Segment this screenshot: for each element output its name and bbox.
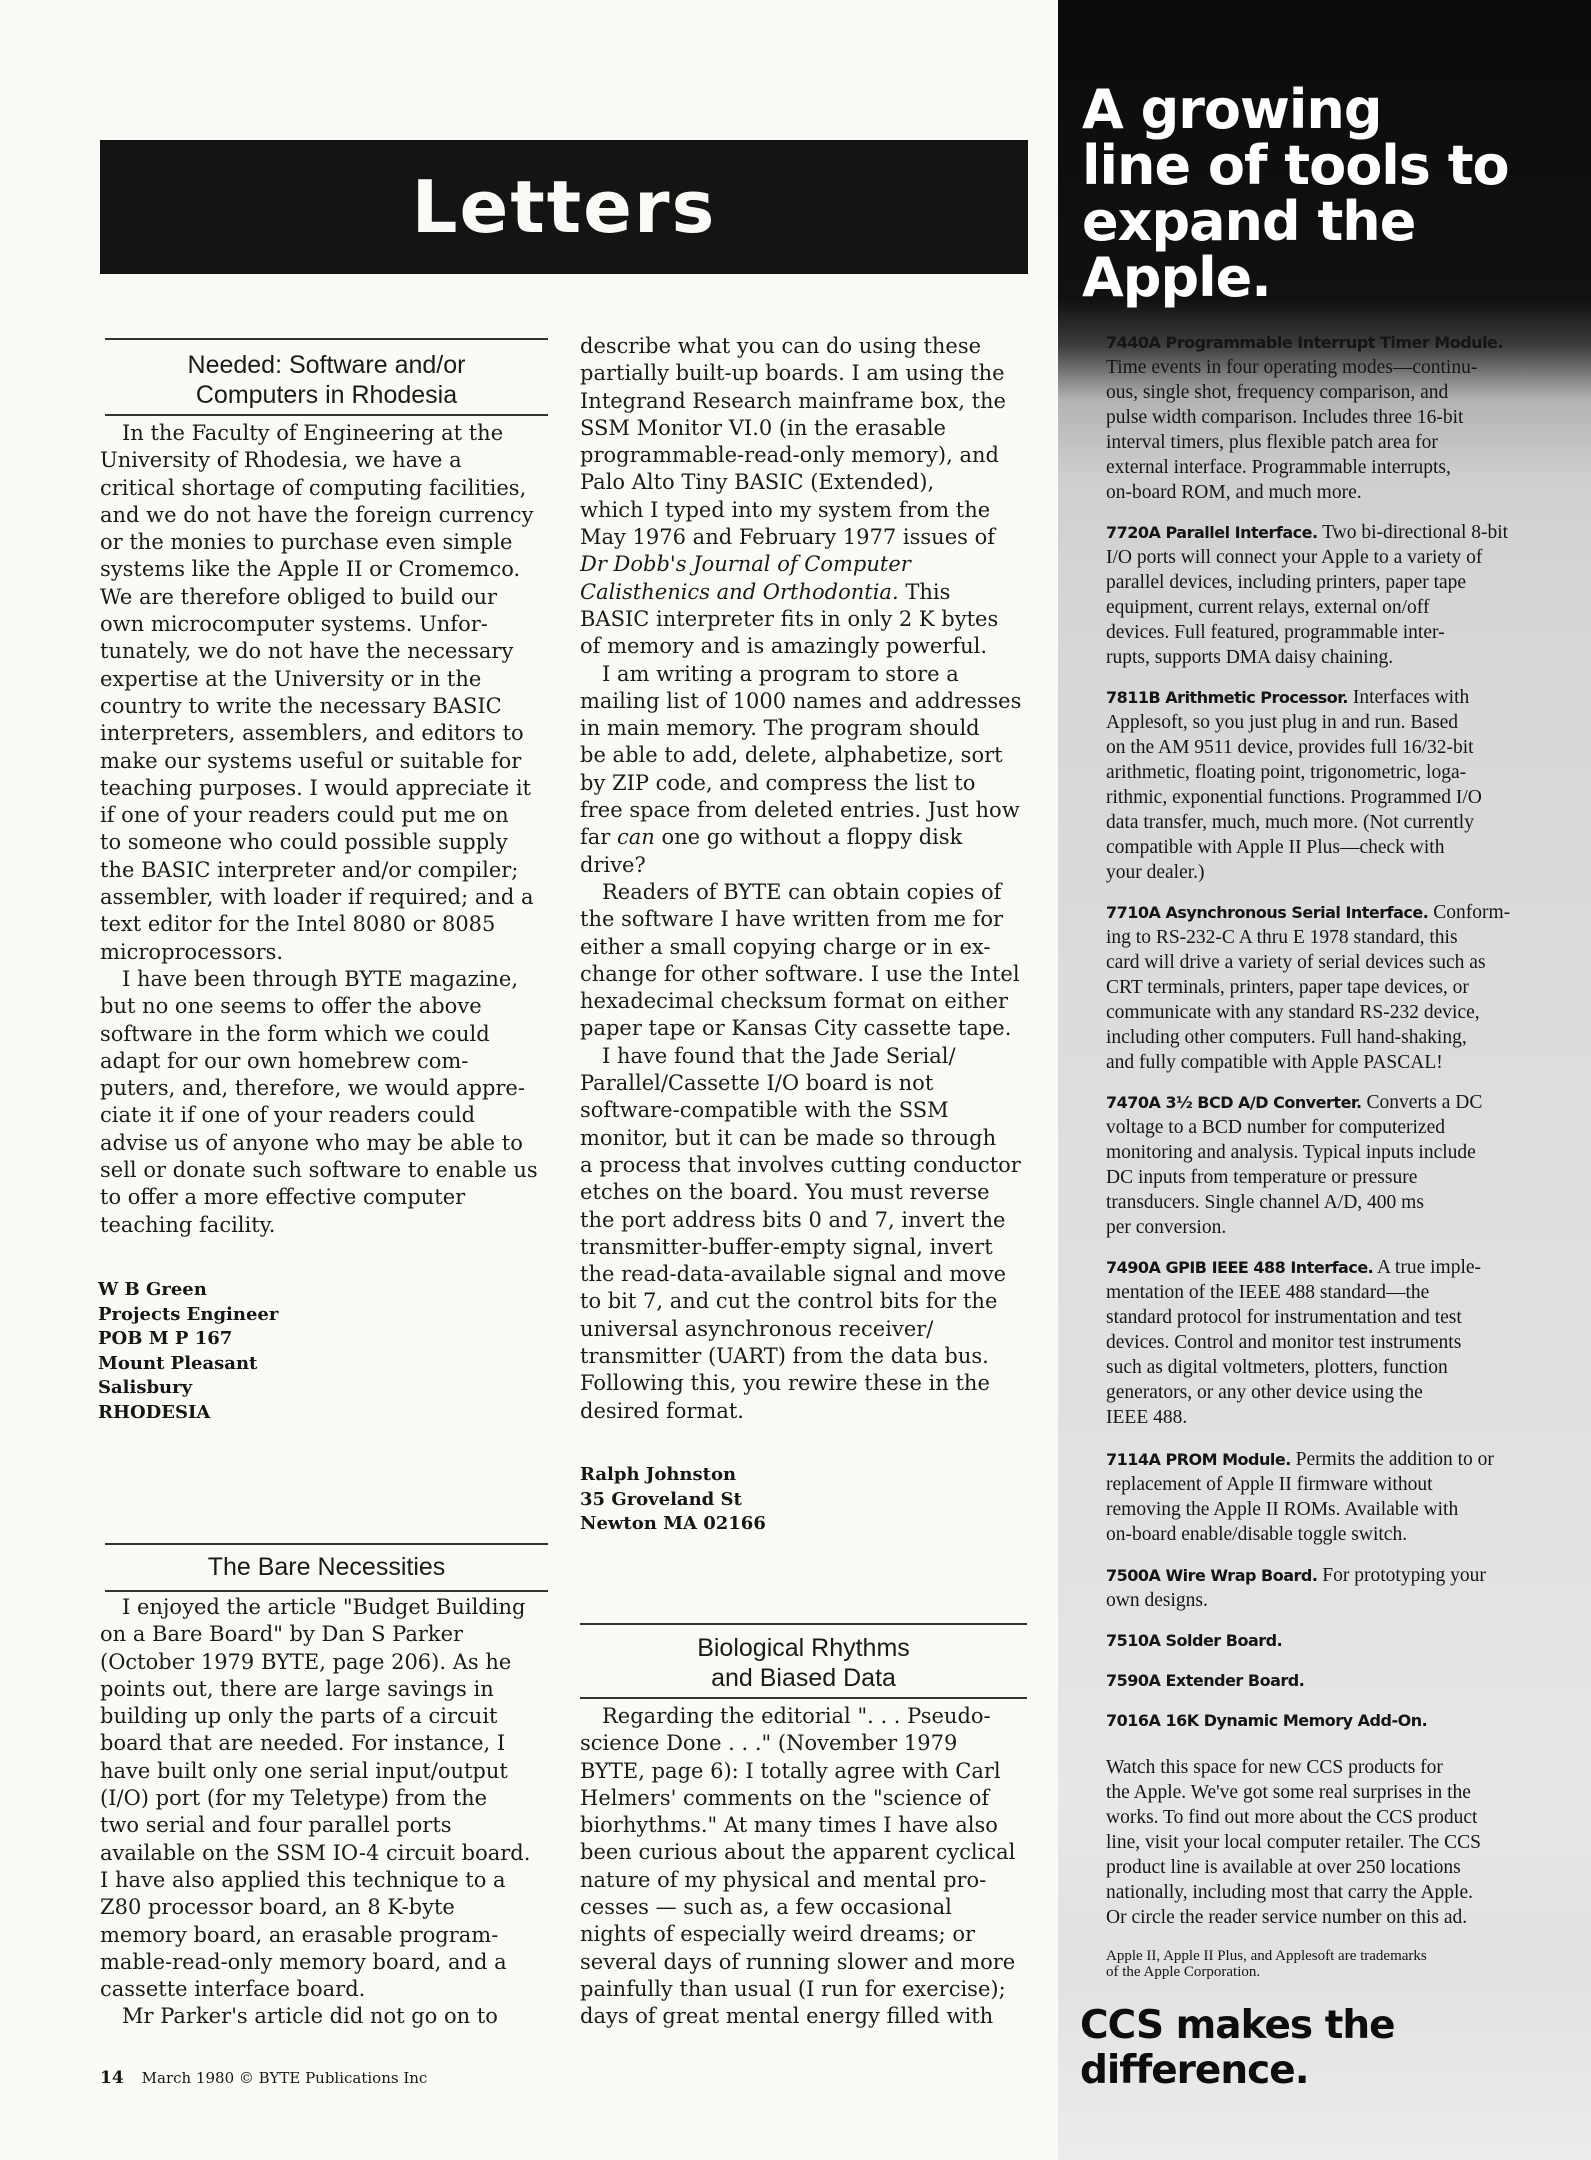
product-description: devices. Full featured, programmable inter-	[1106, 622, 1445, 643]
closing-line: the Apple. We've got some real surprises in the	[1106, 1782, 1471, 1803]
ad-product-7720a	[1106, 520, 1566, 670]
product-code: 7016A	[1106, 1711, 1166, 1730]
text-line: cassette interface board.	[100, 1977, 366, 2002]
text-line: painfully than usual (I run for exercise);	[580, 1976, 1006, 2001]
ad-headline-line: A growing	[1082, 78, 1382, 141]
text-line: I have been through BYTE magazine,	[122, 966, 519, 991]
product-description: Converts a DC	[1361, 1092, 1483, 1113]
column-title: Letters	[411, 165, 717, 249]
product-name: Arithmetic Processor.	[1165, 688, 1348, 707]
text-line: Z80 processor board, an 8 K-byte	[100, 1895, 455, 1920]
text-line: advise us of anyone who may be able to	[100, 1130, 523, 1155]
product-heading	[1106, 1563, 1566, 1588]
letter-1-headline	[105, 350, 548, 410]
text-line: which I typed into my system from the	[580, 497, 991, 522]
text-line: board that are needed. For instance, I	[100, 1731, 506, 1756]
headline-rule	[580, 1623, 1027, 1625]
product-heading	[1106, 330, 1566, 355]
text-line: Regarding the editorial ". . . Pseudo-	[602, 1704, 991, 1728]
product-description: ing to RS-232-C A thru E 1978 standard, this	[1106, 927, 1458, 948]
text-line: (October 1979 BYTE, page 206). As he	[100, 1649, 512, 1674]
text-line: assembler, with loader if required; and a	[100, 885, 534, 910]
text-line: teaching purposes. I would appreciate it	[100, 775, 531, 800]
text-line: puters, and, therefore, we would appre-	[100, 1076, 525, 1101]
product-description: external interface. Programmable interrupts,	[1106, 457, 1451, 478]
text-line: Readers of BYTE can obtain copies of	[602, 879, 1002, 904]
text-line: teaching facility.	[100, 1212, 276, 1237]
text-line: I am writing a program to store a	[602, 661, 959, 686]
text-line: BASIC interpreter fits in only 2 K bytes	[580, 606, 999, 631]
product-description: devices. Control and monitor test instruments	[1106, 1332, 1462, 1353]
product-description: Permits the addition to or	[1290, 1449, 1494, 1470]
text-line: drive?	[580, 852, 646, 877]
text-line: cesses — such as, a few occasional	[580, 1895, 952, 1920]
signature-line: W B Green	[98, 1279, 207, 1300]
product-description: on the AM 9511 device, provides full 16/32-bit	[1106, 737, 1474, 758]
signature-line: RHODESIA	[98, 1401, 211, 1423]
ad-headline	[1082, 78, 1582, 309]
product-description: Interfaces with	[1347, 687, 1470, 708]
ad-product-7811b	[1106, 685, 1566, 885]
product-description: transducers. Single channel A/D, 400 ms	[1106, 1192, 1424, 1213]
text-line: the read-data-available signal and move	[580, 1262, 1007, 1287]
text-line: software-compatible with the SSM	[580, 1098, 949, 1123]
product-description: Applesoft, so you just plug in and run. Based	[1106, 712, 1459, 733]
product-description: communicate with any standard RS-232 device,	[1106, 1002, 1480, 1023]
text-line: expertise at the University or in the	[100, 666, 482, 691]
signature-line: POB M P 167	[98, 1328, 233, 1349]
product-description: monitoring and analysis. Typical inputs include	[1106, 1142, 1476, 1163]
headline-rule	[105, 414, 548, 416]
ad-slogan: CCS makes the difference.	[1080, 2003, 1395, 2093]
text-line: building up only the parts of a circuit	[100, 1704, 498, 1729]
product-name: PROM Module.	[1165, 1450, 1291, 1469]
product-code: 7590A	[1106, 1671, 1166, 1690]
italic-text: Calisthenics and Orthodontia.	[580, 579, 899, 604]
paragraph	[100, 1594, 555, 2003]
text-line: country to write the necessary BASIC	[100, 693, 502, 718]
ad-product-7590a	[1106, 1668, 1566, 1693]
product-code: 7490A	[1106, 1258, 1166, 1277]
letter-3-body	[580, 1703, 1035, 2031]
text-line: adapt for our own homebrew com-	[100, 1048, 469, 1073]
product-name: Extender Board.	[1165, 1671, 1305, 1690]
text-line: transmitter (UART) from the data bus.	[580, 1343, 989, 1368]
ad-headline-line: line of tools to	[1082, 134, 1509, 197]
headline-rule	[105, 1590, 548, 1592]
text-line: transmitter-buffer-empty signal, invert	[580, 1234, 993, 1259]
product-heading	[1106, 1628, 1566, 1653]
product-description: arithmetic, floating point, trigonometric, loga-	[1106, 762, 1467, 783]
product-code: 7710A	[1106, 903, 1166, 922]
ad-product-7114a	[1106, 1447, 1566, 1547]
product-description: standard protocol for instrumentation and test	[1106, 1307, 1462, 1328]
text-line: to someone who could possible supply	[100, 830, 508, 855]
product-code: 7440A	[1106, 333, 1166, 352]
text-line	[580, 579, 1035, 606]
text-line: Integrand Research mainframe box, the	[580, 388, 1006, 413]
letter-1-signature	[98, 1278, 278, 1425]
issue-credit: March 1980 © BYTE Publications Inc	[141, 2069, 428, 2087]
product-heading	[1106, 1090, 1566, 1115]
ad-product-7710a	[1106, 900, 1566, 1075]
letter-2-body	[100, 1594, 555, 2031]
product-description: removing the Apple II ROMs. Available with	[1106, 1499, 1459, 1520]
text-line: nights of especially weird dreams; or	[580, 1922, 976, 1947]
product-description: pulse width comparison. Includes three 16-bit	[1106, 407, 1464, 428]
paragraph	[580, 661, 1035, 879]
product-heading	[1106, 1668, 1566, 1693]
product-description: such as digital voltmeters, plotters, function	[1106, 1357, 1448, 1378]
product-description: interval timers, plus flexible patch area for	[1106, 432, 1438, 453]
product-name: 16K Dynamic Memory Add-On.	[1165, 1711, 1428, 1730]
paragraph	[580, 333, 1035, 661]
product-description: including other computers. Full hand-shaking,	[1106, 1027, 1467, 1048]
text-line: describe what you can do using these	[580, 334, 982, 358]
text-line: or the monies to purchase even simple	[100, 530, 513, 555]
text-line: I enjoyed the article "Budget Building	[122, 1595, 526, 1619]
text-line: and we do not have the foreign currency	[100, 502, 534, 527]
text-line: critical shortage of computing facilities,	[100, 475, 527, 500]
text-line: Mr Parker's article did not go on to	[122, 2004, 498, 2029]
text-line: mable-read-only memory board, and a	[100, 1949, 507, 1974]
closing-line: line, visit your local computer retailer. The CCS	[1106, 1832, 1481, 1853]
product-description: on-board ROM, and much more.	[1106, 482, 1362, 503]
text-line: software in the form which we could	[100, 1021, 490, 1046]
text-line: (I/O) port (for my Teletype) from the	[100, 1786, 488, 1811]
text-line: biorhythms." At many times I have also	[580, 1813, 998, 1838]
ad-product-7016a	[1106, 1708, 1566, 1733]
ad-product-7440a	[1106, 330, 1566, 505]
text-line: paper tape or Kansas City cassette tape.	[580, 1016, 1012, 1041]
product-description: Two bi-directional 8-bit	[1317, 522, 1509, 543]
text-line: to bit 7, and cut the control bits for the	[580, 1289, 998, 1314]
product-description: replacement of Apple II firmware without	[1106, 1474, 1433, 1495]
ad-closing-text	[1106, 1755, 1566, 1930]
product-description: ous, single shot, frequency comparison, and	[1106, 382, 1449, 403]
text-line: several days of running slower and more	[580, 1949, 1016, 1974]
paragraph	[580, 1043, 1035, 1425]
text-line: In the Faculty of Engineering at the	[122, 421, 504, 445]
letter-2-continued	[580, 333, 1035, 1425]
product-heading	[1106, 1708, 1566, 1733]
closing-line: product line is available at over 250 locations	[1106, 1857, 1461, 1878]
text-line: Dr Dobb's Journal of Computer	[580, 552, 911, 577]
letter-3-headline	[580, 1633, 1027, 1693]
product-description: card will drive a variety of serial devices such as	[1106, 952, 1486, 973]
column-banner	[100, 140, 1028, 274]
text-line: tunately, we do not have the necessary	[100, 639, 514, 664]
text-line: mailing list of 1000 names and addresses	[580, 688, 1022, 713]
product-description: CRT terminals, printers, paper tape devices, or	[1106, 977, 1469, 998]
text-line: Helmers' comments on the "science of	[580, 1785, 990, 1810]
product-description: IEEE 488.	[1106, 1407, 1188, 1428]
headline-line: Computers in Rhodesia	[195, 381, 458, 409]
text-line: BYTE, page 6): I totally agree with Carl	[580, 1758, 1001, 1783]
product-description: on-board enable/disable toggle switch.	[1106, 1524, 1408, 1545]
text-line: SSM Monitor VI.0 (in the erasable	[580, 415, 946, 440]
product-description: your dealer.)	[1106, 862, 1205, 883]
headline-line: and Biased Data	[711, 1664, 896, 1692]
text-line: been curious about the apparent cyclical	[580, 1840, 1016, 1865]
text-line: own microcomputer systems. Unfor-	[100, 612, 488, 637]
product-description: For prototyping your	[1317, 1565, 1486, 1586]
product-description: rupts, supports DMA daisy chaining.	[1106, 647, 1394, 668]
text-line: nature of my physical and mental pro-	[580, 1867, 987, 1892]
text-line: partially built-up boards. I am using the	[580, 361, 1005, 386]
signature-line: 35 Groveland St	[580, 1488, 742, 1510]
product-description: parallel devices, including printers, paper tape	[1106, 572, 1467, 593]
text-line: change for other software. I use the Intel	[580, 961, 1020, 986]
italic-text: can	[617, 825, 655, 850]
text-line: sell or donate such software to enable us	[100, 1158, 538, 1183]
ad-product-7500a	[1106, 1563, 1566, 1613]
text-line: Following this, you rewire these in the	[580, 1371, 990, 1396]
paragraph	[100, 966, 555, 1239]
headline-rule	[580, 1697, 1027, 1699]
text-line: either a small copying charge or in ex-	[580, 934, 991, 959]
text-line: on a Bare Board" by Dan S Parker	[100, 1622, 464, 1647]
text-line: memory board, an erasable program-	[100, 1922, 499, 1947]
text-line: make our systems useful or suitable for	[100, 748, 522, 773]
text: This	[898, 579, 951, 604]
text-line: the port address bits 0 and 7, invert the	[580, 1207, 1006, 1232]
signature-line: Mount Pleasant	[98, 1352, 258, 1374]
text-line: hexadecimal checksum format on either	[580, 989, 1008, 1014]
text-line: by ZIP code, and compress the list to	[580, 770, 976, 795]
text-line: days of great mental energy filled with	[580, 2004, 994, 2029]
signature-line: Salisbury	[98, 1377, 193, 1398]
text-line: interpreters, assemblers, and editors to	[100, 721, 524, 746]
ad-trademark-note	[1106, 1948, 1576, 1980]
signature-line: Newton MA 02166	[580, 1513, 766, 1534]
product-heading	[1106, 520, 1566, 545]
closing-line: nationally, including most that carry the Apple.	[1106, 1882, 1473, 1903]
product-description: voltage to a BCD number for computerized	[1106, 1117, 1445, 1138]
closing-line: Watch this space for new CCS products for	[1106, 1757, 1443, 1778]
headline-line: The Bare Necessities	[207, 1553, 446, 1581]
headline-line: Needed: Software and/or	[187, 351, 466, 379]
product-description: A true imple-	[1373, 1257, 1482, 1278]
product-description: DC inputs from temperature or pressure	[1106, 1167, 1418, 1188]
ad-product-7470a	[1106, 1090, 1566, 1240]
product-description: per conversion.	[1106, 1217, 1227, 1238]
headline-rule	[105, 1543, 548, 1545]
product-description: Time events in four operating modes—continu-	[1106, 357, 1478, 378]
text-line: text editor for the Intel 8080 or 8085	[100, 912, 496, 937]
text-line: to offer a more effective computer	[100, 1185, 466, 1210]
trademark-line: of the Apple Corporation.	[1106, 1964, 1261, 1980]
text-line: two serial and four parallel ports	[100, 1813, 452, 1838]
page-number: 14	[100, 2068, 124, 2088]
text-line: universal asynchronous receiver/	[580, 1316, 934, 1341]
text-line: I have found that the Jade Serial/	[602, 1043, 956, 1068]
paragraph	[580, 1703, 1035, 2031]
product-heading	[1106, 685, 1566, 710]
product-heading	[1106, 900, 1566, 925]
paragraph	[580, 879, 1035, 1043]
text-line: systems like the Apple II or Cromemco.	[100, 557, 521, 582]
ad-product-7490a	[1106, 1255, 1566, 1430]
text-line: available on the SSM IO-4 circuit board.	[100, 1840, 531, 1865]
text-line: Parallel/Cassette I/O board is not	[580, 1071, 934, 1096]
text-line: May 1976 and February 1977 issues of	[580, 525, 996, 550]
text-line: of memory and is amazingly powerful.	[580, 634, 988, 659]
text-line: programmable-read-only memory), and	[580, 443, 999, 468]
text-line: in main memory. The program should	[580, 716, 980, 741]
text-line: have built only one serial input/output	[100, 1758, 508, 1783]
text-line: desired format.	[580, 1398, 744, 1423]
product-code: 7114A	[1106, 1450, 1166, 1469]
text-line: I have also applied this technique to a	[100, 1867, 506, 1892]
text-line: ciate it if one of your readers could	[100, 1103, 476, 1128]
product-heading	[1106, 1255, 1566, 1280]
text-line: a process that involves cutting conductor	[580, 1152, 1021, 1177]
product-name: GPIB IEEE 488 Interface.	[1165, 1258, 1374, 1277]
closing-line: Or circle the reader service number on this ad.	[1106, 1907, 1468, 1928]
text-line: be able to add, delete, alphabetize, sort	[580, 743, 1003, 768]
product-name: 3½ BCD A/D Converter.	[1165, 1093, 1362, 1112]
product-description: and fully compatible with Apple PASCAL!	[1106, 1052, 1443, 1073]
letter-1-body	[100, 420, 555, 1239]
product-code: 7510A	[1106, 1631, 1166, 1650]
product-description: own designs.	[1106, 1590, 1208, 1611]
ad-product-7510a	[1106, 1628, 1566, 1653]
text-line: points out, there are large savings in	[100, 1676, 494, 1701]
product-description: Conform-	[1428, 902, 1511, 923]
product-name: Solder Board.	[1165, 1631, 1283, 1650]
text-line: Palo Alto Tiny BASIC (Extended),	[580, 470, 935, 495]
text-line: but no one seems to offer the above	[100, 994, 482, 1019]
product-name: Programmable Interrupt Timer Module.	[1165, 333, 1503, 352]
headline-rule	[105, 338, 548, 340]
text-line: monitor, but it can be made so through	[580, 1125, 997, 1150]
product-description: equipment, current relays, external on/off	[1106, 597, 1430, 618]
product-description: I/O ports will connect your Apple to a variety of	[1106, 547, 1483, 568]
paragraph	[100, 2003, 555, 2030]
letter-2-signature	[580, 1463, 766, 1537]
product-description: generators, or any other device using the	[1106, 1382, 1423, 1403]
text-line: etches on the board. You must reverse	[580, 1180, 990, 1205]
text-line: if one of your readers could put me on	[100, 803, 509, 828]
product-code: 7470A	[1106, 1093, 1166, 1112]
product-description: mentation of the IEEE 488 standard—the	[1106, 1282, 1430, 1303]
signature-line: Projects Engineer	[98, 1303, 279, 1325]
product-description: compatible with Apple II Plus—check with	[1106, 837, 1445, 858]
product-code: 7720A	[1106, 523, 1166, 542]
text-line: far can one go without a floppy disk	[580, 825, 963, 850]
product-heading	[1106, 1447, 1566, 1472]
product-description: rithmic, exponential functions. Programmed I/O	[1106, 787, 1482, 808]
trademark-line: Apple II, Apple II Plus, and Applesoft are trademarks	[1106, 1948, 1427, 1964]
text-line: the BASIC interpreter and/or compiler;	[100, 857, 519, 882]
text-line: University of Rhodesia, we have a	[100, 448, 462, 473]
text-line: the software I have written from me for	[580, 907, 1004, 932]
product-name: Wire Wrap Board.	[1165, 1566, 1318, 1585]
product-name: Asynchronous Serial Interface.	[1165, 903, 1429, 922]
signature-line: Ralph Johnston	[580, 1464, 737, 1485]
product-description: data transfer, much, much more. (Not currently	[1106, 812, 1474, 833]
text-line: science Done . . ." (November 1979	[580, 1731, 958, 1756]
letter-2-headline	[105, 1552, 548, 1582]
product-code: 7811B	[1106, 688, 1166, 707]
paragraph	[100, 420, 555, 966]
ad-headline-line: expand the Apple.	[1082, 190, 1416, 309]
text-line: microprocessors.	[100, 939, 284, 964]
page-folio	[100, 2068, 427, 2088]
closing-line: works. To find out more about the CCS product	[1106, 1807, 1478, 1828]
text-line: We are therefore obliged to build our	[100, 584, 498, 609]
product-name: Parallel Interface.	[1165, 523, 1318, 542]
headline-line: Biological Rhythms	[697, 1634, 910, 1662]
product-code: 7500A	[1106, 1566, 1166, 1585]
text-line: free space from deleted entries. Just how	[580, 798, 1020, 823]
